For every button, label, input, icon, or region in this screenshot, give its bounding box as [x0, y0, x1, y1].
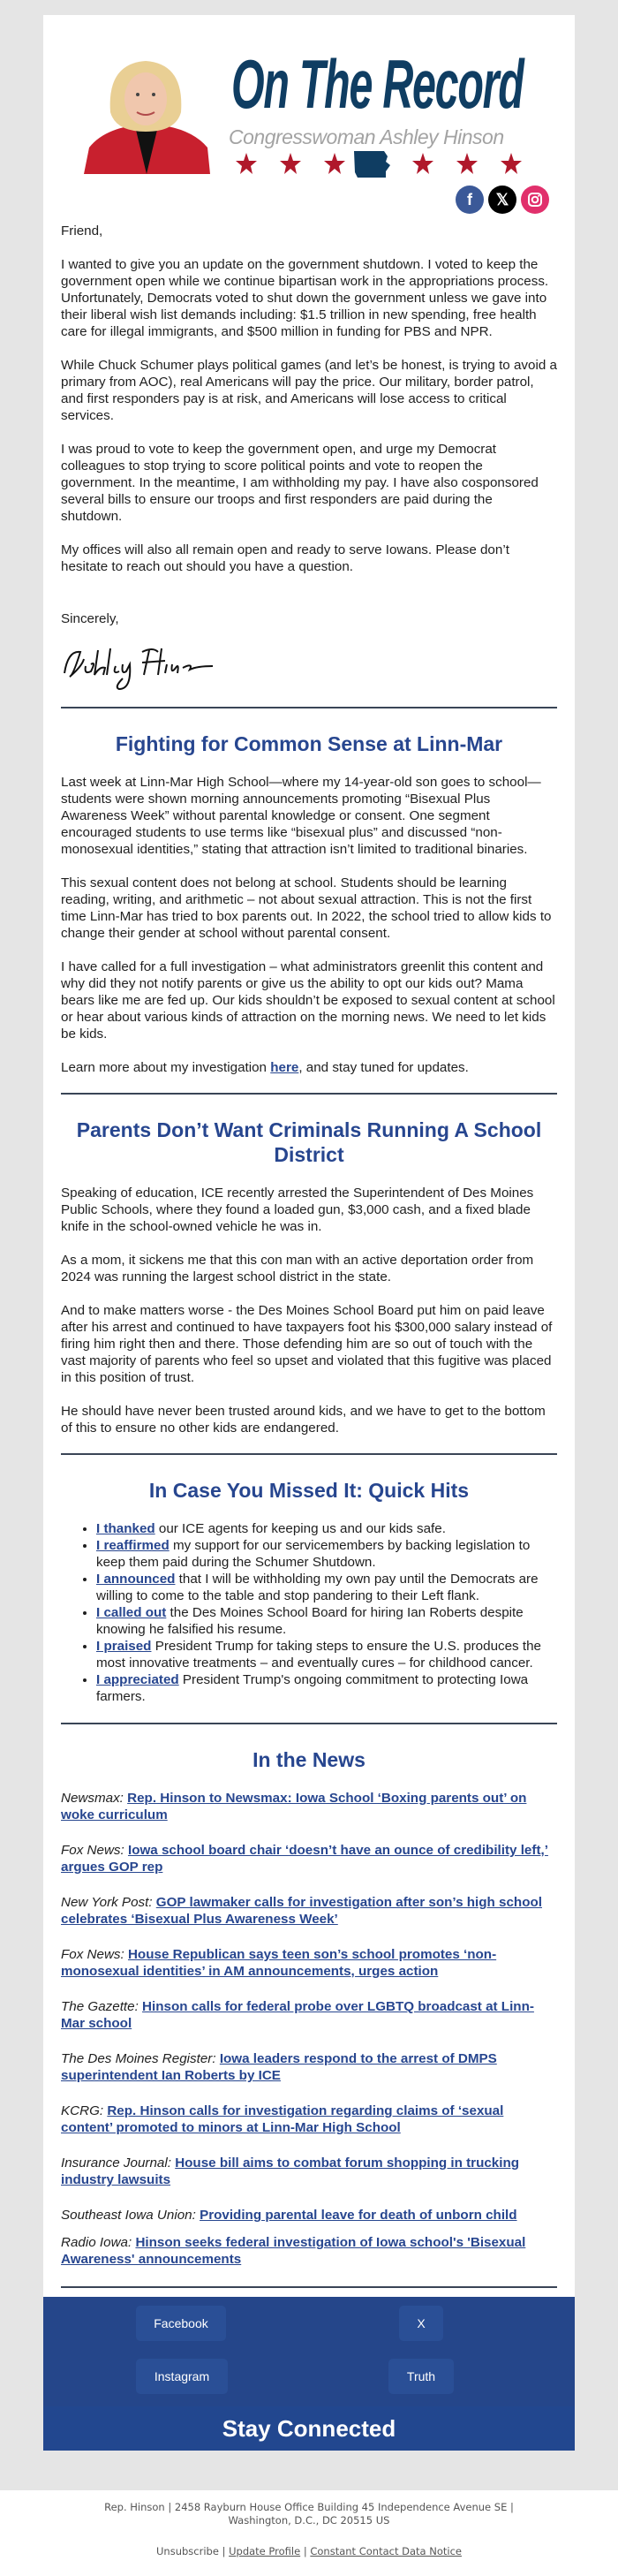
facebook-button[interactable]: Facebook: [136, 2306, 226, 2341]
news-item: [61, 1894, 557, 1928]
section-paragraph: Speaking of education, ICE recently arrested the Superintendent of Des Moines Public Schools, where they found a loaded gun, $3,000 cash, and a fixed blade knife in the school-owned vehicle he was in.: [61, 1186, 534, 1234]
social-links-top: [456, 186, 549, 214]
learn-more-text: Learn more about my investigation: [61, 1060, 271, 1075]
news-item: [61, 2234, 557, 2268]
section-paragraph: This sexual content does not belong at school. Students should be learning reading, writing, and arithmetic – not about sexual attraction. This is not the first time Linn-Mar has tried to box parents out. In 2022, the school tried to allow kids to change their gender at school without parental consent.: [61, 875, 552, 941]
list-item: [96, 1638, 557, 1671]
section-paragraph: Last week at Linn-Mar High School—where my 14-year-old son goes to school—students were shown morning announcements promoting “Bisexual Plus Awareness Week” without parental knowledge or consent. One segment encouraged students to use terms like “bisexual plus” and discussed “non-monosexual identities,” stating that attraction isn’t limited to traditional binaries.: [61, 775, 541, 857]
star-icon: [236, 153, 257, 174]
divider: [61, 1453, 557, 1455]
news-item: [61, 2102, 557, 2136]
footer-address: Rep. Hinson | 2458 Rayburn House Office Building 45 Independence Avenue SE | Washington, D.C., DC 20515 US: [104, 2501, 514, 2527]
section-paragraph: He should have never been trusted around kids, and we have to get to the bottom of this to ensure no other kids are endangered.: [61, 1404, 546, 1436]
news-link[interactable]: House bill aims to combat forum shopping in trucking industry lawsuits: [61, 2156, 520, 2187]
quick-hit-link[interactable]: I appreciated: [96, 1672, 179, 1687]
letter-paragraph: While Chuck Schumer plays political games (and let’s be honest, is trying to avoid a primary from AOC), real Americans will pay the price. Our military, border patrol, and first responders pay is at risk, and Americans will lose access to critical services.: [61, 358, 557, 423]
star-icon: [501, 153, 522, 174]
news-link[interactable]: Hinson calls for federal probe over LGBTQ broadcast at Linn-Mar school: [61, 1999, 534, 2031]
list-item: [96, 1571, 557, 1604]
x-icon[interactable]: 𝕏: [488, 186, 516, 214]
greeting: Friend,: [61, 224, 103, 239]
instagram-icon[interactable]: [521, 186, 549, 214]
star-icon: [412, 153, 433, 174]
truth-button[interactable]: Truth: [388, 2359, 454, 2394]
star-icon: [280, 153, 301, 174]
news-item: [61, 1842, 557, 1875]
news-item: [61, 2155, 557, 2188]
quick-hits-list: [61, 1520, 557, 1705]
stay-connected-heading: Stay Connected: [43, 2406, 575, 2451]
news-link[interactable]: Providing parental leave for death of unborn child: [200, 2208, 517, 2223]
learn-more-text-end: , and stay tuned for updates.: [298, 1060, 469, 1075]
quick-hit-text: our ICE agents for keeping us and our kids safe.: [154, 1521, 446, 1536]
x-button[interactable]: X: [399, 2306, 443, 2341]
signature: [61, 640, 220, 694]
news-link[interactable]: Rep. Hinson to Newsmax: Iowa School ‘Boxing parents out’ on woke curriculum: [61, 1791, 527, 1822]
section-paragraph: I have called for a full investigation – what administrators greenlit this content and why did they not notify parents or give us the ability to opt our kids out? Mama bears like me are fed up. Our kids shouldn’t be exposed to sexual content at school or hear about various kinds of attraction on the morning news. We need to let kids be kids.: [61, 959, 555, 1042]
section-heading-linn-mar: Fighting for Common Sense at Linn-Mar: [115, 732, 503, 755]
investigation-link[interactable]: here: [270, 1060, 299, 1075]
divider: [61, 1093, 557, 1095]
section-heading-quick-hits: In Case You Missed It: Quick Hits: [148, 1479, 470, 1502]
star-icon: [324, 153, 345, 174]
news-link[interactable]: House Republican says teen son’s school promotes ‘non-monosexual identities’ in AM announcements, urges action: [61, 1947, 497, 1979]
stay-connected-block: [43, 2297, 575, 2451]
news-link[interactable]: Rep. Hinson calls for investigation regarding claims of ‘sexual content’ promoted to minors at Linn-Mar High School: [61, 2103, 504, 2135]
update-profile-link[interactable]: Update Profile: [229, 2545, 301, 2557]
quick-hit-link[interactable]: I announced: [96, 1572, 176, 1587]
star-icon: [456, 153, 478, 174]
news-source: KCRG:: [61, 2103, 104, 2118]
separator: |: [222, 2545, 226, 2557]
quick-hit-text: President Trump's ongoing commitment to protecting Iowa farmers.: [96, 1672, 529, 1704]
letter-paragraph: My offices will also all remain open and ready to serve Iowans. Please don’t hesitate to reach out should you have a question.: [61, 542, 509, 574]
news-item: [61, 1998, 557, 2032]
letter-paragraph: I wanted to give you an update on the government shutdown. I voted to keep the government open while we continue bipartisan work in the appropriations process. Unfortunately, Democrats voted to shut down the government unless we gave into their liberal wish list demands including: $1.5 trillion in new spending, free health care for illegal immigrants, and $500 million in funding for PBS and NPR.: [61, 257, 549, 339]
list-item: [96, 1537, 557, 1571]
learn-more-paragraph: [61, 1059, 557, 1076]
news-source: Radio Iowa:: [61, 2235, 132, 2250]
news-source: Fox News:: [61, 1947, 124, 1962]
quick-hit-link[interactable]: I reaffirmed: [96, 1538, 170, 1553]
news-link[interactable]: Hinson seeks federal investigation of Iowa school's 'Bisexual Awareness' announcements: [61, 2235, 526, 2267]
quick-hit-link[interactable]: I praised: [96, 1639, 152, 1654]
news-list: [61, 1790, 557, 2268]
news-link[interactable]: Iowa leaders respond to the arrest of DMPS superintendent Ian Roberts by ICE: [61, 2051, 497, 2083]
email-footer: [0, 2490, 618, 2576]
newsletter-title: On The Record: [231, 45, 524, 123]
news-source: Insurance Journal:: [61, 2156, 171, 2171]
social-button-row: [43, 2350, 575, 2406]
quick-hit-text: my support for our servicemembers by backing legislation to keep them paid during the Schumer Shutdown.: [96, 1538, 531, 1570]
quick-hit-text: that I will be withholding my own pay until the Democrats are willing to come to the table and stop pandering to their Left flank.: [96, 1572, 539, 1603]
closing: Sincerely,: [61, 611, 119, 626]
news-source: Southeast Iowa Union:: [61, 2208, 196, 2223]
footer-links: [0, 2545, 618, 2558]
spacer: [0, 2451, 618, 2490]
iowa-state-icon: [354, 151, 390, 178]
quick-hit-link[interactable]: I thanked: [96, 1521, 155, 1536]
news-item: [61, 2050, 557, 2084]
section-paragraph: As a mom, it sickens me that this con man with an active deportation order from 2024 was running the largest school district in the state.: [61, 1253, 534, 1284]
list-item: [96, 1520, 557, 1537]
news-source: Fox News:: [61, 1843, 124, 1858]
news-item: [61, 1790, 557, 1823]
facebook-icon[interactable]: f: [456, 186, 484, 214]
newsletter-header: [43, 15, 575, 208]
divider: [61, 707, 557, 708]
stars-iowa-banner: [229, 149, 546, 179]
quick-hit-link[interactable]: I called out: [96, 1605, 167, 1620]
news-source: The Gazette:: [61, 1999, 139, 2014]
congresswoman-photo: [84, 50, 210, 174]
news-source: New York Post:: [61, 1895, 153, 1910]
list-item: [96, 1671, 557, 1705]
unsubscribe-link[interactable]: Unsubscribe: [156, 2545, 219, 2557]
news-item: [61, 2207, 557, 2224]
social-button-row: [43, 2297, 575, 2350]
separator: |: [303, 2545, 307, 2557]
news-link[interactable]: Iowa school board chair ‘doesn’t have an ounce of credibility left,’ argues GOP rep: [61, 1843, 548, 1875]
news-item: [61, 1946, 557, 1980]
data-notice-link[interactable]: Constant Contact Data Notice: [310, 2545, 462, 2557]
section-heading-news: In the News: [252, 1748, 366, 1771]
news-link[interactable]: GOP lawmaker calls for investigation after son’s high school celebrates ‘Bisexual Plus Awareness Week’: [61, 1895, 542, 1927]
divider: [61, 2286, 557, 2288]
newsletter-subtitle: Congresswoman Ashley Hinson: [229, 125, 504, 148]
news-source: Newsmax:: [61, 1791, 124, 1806]
section-heading-criminals: Parents Don’t Want Criminals Running A School District: [76, 1118, 542, 1166]
news-source: The Des Moines Register:: [61, 2051, 216, 2066]
list-item: [96, 1604, 557, 1638]
section-paragraph: And to make matters worse - the Des Moines School Board put him on paid leave after his arrest and continued to have taxpayers foot his $300,000 salary instead of firing him right then and there. Those defending him are so out of touch with the vast majority of parents who feel so upset and violated that this fugitive was placed in this position of trust.: [61, 1303, 553, 1385]
letter-paragraph: I was proud to vote to keep the government open, and urge my Democrat colleagues to stop trying to score political points and vote to reopen the government. In the meantime, I am withholding my pay. I have also cosponsored several bills to ensure our troops and first responders are paid during the shutdown.: [61, 442, 539, 524]
newsletter-body: [43, 205, 575, 2297]
newsletter-card: [43, 15, 575, 2297]
quick-hit-text: the Des Moines School Board for hiring Ian Roberts despite knowing he falsified his resume.: [96, 1605, 524, 1637]
quick-hit-text: President Trump for taking steps to ensure the U.S. produces the most innovative treatments – and eventually cures – for childhood cancer.: [96, 1639, 541, 1671]
divider: [61, 1723, 557, 1724]
instagram-button[interactable]: Instagram: [136, 2359, 228, 2394]
